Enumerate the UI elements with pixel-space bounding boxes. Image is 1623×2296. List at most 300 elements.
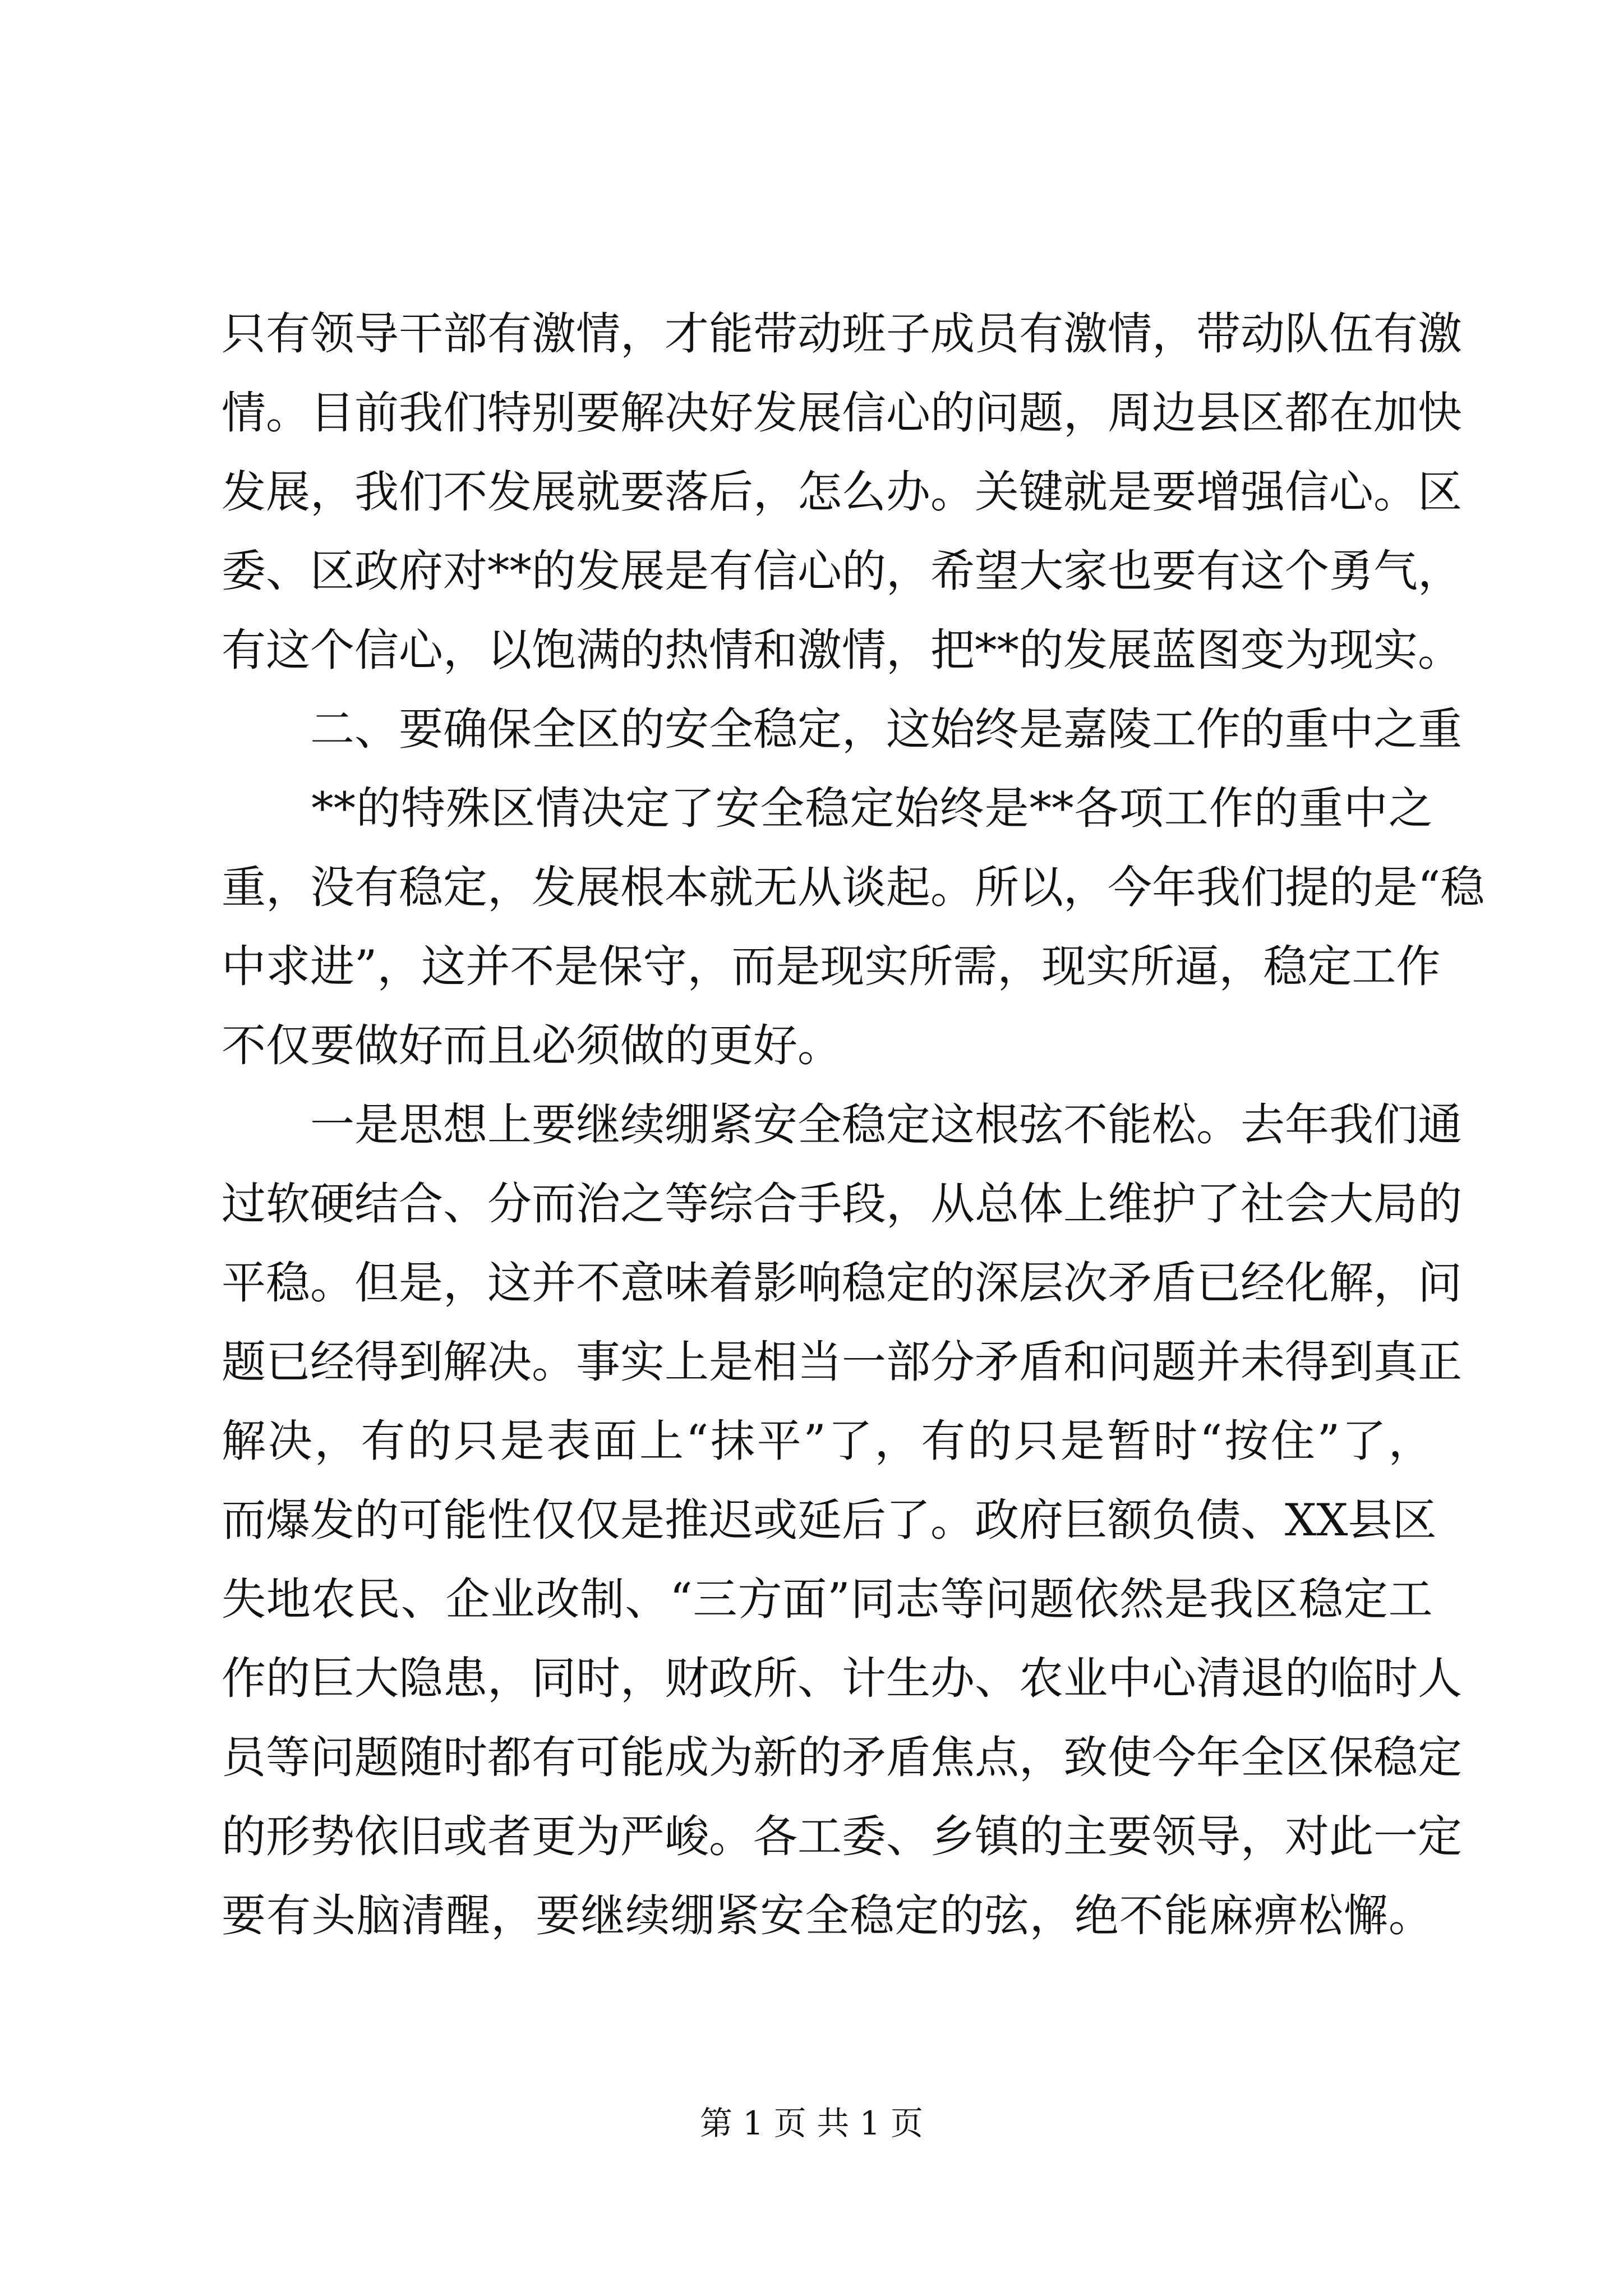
text-glyph: 头 — [311, 1890, 356, 1941]
text-glyph: 是 — [554, 941, 599, 992]
text-glyph: ， — [886, 545, 930, 597]
text-glyph: 、 — [797, 1653, 842, 1704]
text-glyph: 全 — [760, 783, 805, 834]
text-glyph: 局 — [1373, 1178, 1418, 1230]
text-glyph: 负 — [1152, 1494, 1196, 1546]
text-line — [222, 1244, 1462, 1323]
text-glyph: ， — [487, 862, 532, 913]
text-glyph: 定 — [886, 1257, 930, 1309]
text-glyph: 年 — [1152, 862, 1196, 913]
text-glyph: 是 — [709, 1336, 753, 1388]
text-glyph: 到 — [1329, 1336, 1373, 1388]
text-glyph: 委 — [842, 1811, 886, 1862]
text-glyph: 上 — [487, 1099, 532, 1151]
text-glyph: 上 — [639, 1415, 684, 1467]
text-glyph: 要 — [399, 703, 443, 755]
text-glyph: 各 — [753, 1811, 797, 1862]
text-glyph: 政 — [354, 545, 399, 597]
text-glyph: 的 — [620, 624, 665, 676]
text-glyph: 上 — [665, 1336, 709, 1388]
text-glyph: 有 — [709, 545, 753, 597]
text-glyph: 而 — [532, 1178, 576, 1230]
text-glyph: ， — [1152, 308, 1196, 360]
text-glyph: 的 — [842, 545, 886, 597]
text-glyph: ， — [620, 1653, 665, 1704]
text-glyph: 旧 — [399, 1811, 443, 1862]
text-glyph: 区 — [1241, 387, 1285, 439]
text-glyph: 计 — [842, 1653, 886, 1704]
text-glyph: 也 — [1108, 545, 1152, 597]
text-glyph: ， — [1388, 1415, 1433, 1467]
text-glyph: 稳 — [842, 1257, 886, 1309]
text-line — [222, 453, 1462, 532]
text-glyph: ， — [886, 1178, 930, 1230]
text-glyph: 就 — [709, 862, 753, 913]
text-glyph: 之 — [1388, 783, 1433, 834]
text-glyph: 有 — [487, 308, 532, 360]
text-glyph: 矛 — [975, 1336, 1019, 1388]
text-line — [222, 927, 1441, 1006]
text-glyph: 键 — [1019, 466, 1063, 518]
text-glyph: ， — [1373, 1257, 1418, 1309]
text-glyph: 的 — [266, 1653, 310, 1704]
text-glyph: 作 — [222, 1653, 266, 1704]
text-glyph: 激 — [797, 624, 842, 676]
text-glyph: 但 — [354, 1257, 399, 1309]
text-glyph: 要 — [1108, 1811, 1152, 1862]
text-glyph: 面 — [593, 1415, 638, 1467]
text-glyph: 依 — [1075, 1573, 1119, 1625]
text-line — [222, 1085, 1462, 1165]
text-glyph: 员 — [222, 1732, 266, 1783]
text-glyph: 所 — [909, 941, 953, 992]
text-glyph: 是 — [665, 545, 709, 597]
text-glyph: 带 — [1196, 308, 1241, 360]
text-glyph: 今 — [1108, 862, 1152, 913]
text-glyph: 并 — [1196, 1336, 1241, 1388]
text-glyph: 关 — [975, 466, 1019, 518]
text-glyph: 后 — [709, 466, 753, 518]
text-glyph: 硬 — [310, 1178, 354, 1230]
text-glyph: 已 — [266, 1336, 310, 1388]
text-glyph: 部 — [886, 1336, 930, 1388]
text-glyph: 新 — [753, 1732, 797, 1783]
text-glyph: 周 — [1108, 387, 1152, 439]
text-glyph: 领 — [310, 308, 354, 360]
text-glyph: 展 — [1108, 624, 1152, 676]
text-glyph: 前 — [354, 387, 399, 439]
text-glyph: 通 — [1418, 1099, 1462, 1151]
text-glyph: 、 — [975, 1653, 1019, 1704]
text-glyph: ， — [266, 862, 310, 913]
text-glyph: 心 — [399, 624, 443, 676]
text-glyph: 的 — [532, 545, 576, 597]
text-glyph: 的 — [1241, 703, 1285, 755]
text-glyph: 综 — [709, 1178, 753, 1230]
text-glyph: 能 — [1108, 1099, 1152, 1151]
text-glyph: 有 — [1019, 308, 1063, 360]
text-glyph: 展 — [266, 466, 310, 518]
text-glyph: 分 — [930, 1336, 975, 1388]
text-glyph: 懈 — [1343, 1890, 1388, 1941]
text-glyph: 响 — [797, 1257, 842, 1309]
text-glyph: 的 — [930, 1257, 975, 1309]
text-glyph: 所 — [975, 862, 1019, 913]
text-glyph: 要 — [620, 466, 665, 518]
text-glyph: 继 — [576, 1099, 620, 1151]
text-glyph: 后 — [842, 1494, 886, 1546]
text-glyph: 各 — [1074, 783, 1119, 834]
text-glyph: 全 — [805, 1890, 850, 1941]
text-glyph: 真 — [1373, 1336, 1418, 1388]
text-glyph: 望 — [975, 545, 1019, 597]
text-glyph: 勇 — [1329, 545, 1373, 597]
text-glyph: 以 — [487, 624, 532, 676]
text-glyph: 展 — [620, 545, 665, 597]
text-glyph: ， — [753, 466, 797, 518]
text-glyph: 干 — [399, 308, 443, 360]
text-glyph: 稳 — [266, 1257, 310, 1309]
text-glyph: 家 — [1063, 545, 1108, 597]
text-glyph: 现 — [1041, 941, 1086, 992]
text-glyph: 患 — [443, 1653, 487, 1704]
text-glyph: 我 — [399, 387, 443, 439]
text-glyph — [222, 690, 266, 769]
text-glyph: 的 — [620, 703, 665, 755]
text-glyph: 是 — [776, 941, 820, 992]
text-glyph: 经 — [310, 1336, 354, 1388]
text-glyph: 总 — [975, 1178, 1019, 1230]
text-glyph: 的 — [1253, 783, 1298, 834]
text-glyph: 安 — [753, 1099, 797, 1151]
text-glyph: 县 — [1348, 1494, 1393, 1546]
text-glyph: 未 — [1241, 1336, 1285, 1388]
text-glyph: 隐 — [399, 1653, 443, 1704]
text-glyph: 饱 — [532, 624, 576, 676]
text-glyph: 债 — [1196, 1494, 1241, 1546]
text-glyph: 业 — [490, 1573, 535, 1625]
text-glyph: ， — [1241, 1811, 1285, 1862]
text-glyph: 发 — [310, 1494, 354, 1546]
text-glyph: 更 — [532, 1811, 576, 1862]
text-glyph: 情 — [222, 387, 266, 439]
text-glyph: 合 — [399, 1178, 443, 1230]
text-glyph: 展 — [532, 466, 576, 518]
text-glyph: 题 — [354, 1732, 399, 1783]
text-glyph: 全 — [1241, 1732, 1285, 1783]
text-glyph: 们 — [399, 466, 443, 518]
text-glyph: 动 — [1241, 308, 1285, 360]
text-glyph: 这 — [487, 1257, 532, 1309]
text-glyph: 、 — [1241, 1494, 1285, 1546]
text-glyph: 矛 — [1108, 1257, 1152, 1309]
text-glyph: 了 — [828, 1415, 873, 1467]
text-glyph: 的 — [1418, 1178, 1462, 1230]
text-glyph: 一 — [842, 1336, 886, 1388]
text-glyph: 终 — [975, 703, 1019, 755]
text-glyph: ** — [975, 624, 1019, 676]
text-glyph: 的 — [930, 387, 975, 439]
text-glyph: 定 — [886, 1099, 930, 1151]
text-glyph: 题 — [1019, 387, 1063, 439]
text-glyph: 动 — [797, 308, 842, 360]
text-glyph: 或 — [443, 1811, 487, 1862]
text-glyph: 作 — [1396, 941, 1441, 992]
text-glyph: 子 — [886, 308, 930, 360]
text-glyph: 为 — [709, 1732, 753, 1783]
text-glyph: 导 — [354, 308, 399, 360]
text-glyph: 们 — [1241, 862, 1285, 913]
text-glyph: 决 — [665, 387, 709, 439]
text-glyph: 展 — [797, 387, 842, 439]
text-glyph: 个 — [1285, 545, 1329, 597]
text-glyph: 全 — [797, 1099, 842, 1151]
text-glyph: 上 — [1063, 1178, 1108, 1230]
text-glyph: 激 — [532, 308, 576, 360]
text-glyph: 领 — [1152, 1811, 1196, 1862]
text-glyph: ， — [842, 703, 886, 755]
text-glyph: 有 — [921, 1415, 966, 1467]
text-glyph: XX — [1285, 1494, 1348, 1546]
text-line — [222, 848, 1485, 927]
text-glyph: 班 — [842, 308, 886, 360]
text-glyph: 的 — [1019, 624, 1063, 676]
text-glyph: 势 — [310, 1811, 354, 1862]
text-glyph: 等 — [266, 1732, 310, 1783]
text-line — [222, 1481, 1437, 1560]
text-glyph: 政 — [709, 1653, 753, 1704]
text-glyph: 变 — [1241, 624, 1285, 676]
text-glyph: 民 — [356, 1573, 400, 1625]
text-glyph: ， — [997, 941, 1042, 992]
text-glyph: 情 — [1108, 308, 1152, 360]
text-glyph: ， — [1063, 862, 1108, 913]
text-glyph: 了 — [1196, 1178, 1241, 1230]
text-glyph: 而 — [731, 941, 776, 992]
text-glyph: 过 — [222, 1178, 266, 1230]
text-glyph: 社 — [1241, 1178, 1285, 1230]
text-glyph: 满 — [576, 624, 620, 676]
text-glyph: 区 — [576, 703, 620, 755]
text-glyph: 心 — [797, 545, 842, 597]
text-glyph: 心 — [886, 387, 930, 439]
text-glyph: 性 — [487, 1494, 532, 1546]
text-glyph: 保 — [487, 703, 532, 755]
text-line — [222, 1639, 1462, 1718]
text-line — [222, 1402, 1433, 1481]
text-glyph: 作 — [1196, 703, 1241, 755]
text-glyph: 作 — [1209, 783, 1253, 834]
text-glyph: 的 — [1019, 1811, 1063, 1862]
text-glyph: 了 — [886, 1494, 930, 1546]
text-line — [222, 1718, 1462, 1797]
text-glyph: 二 — [310, 703, 354, 755]
text-glyph: 麻 — [1209, 1890, 1253, 1941]
text-glyph: 确 — [443, 703, 487, 755]
text-glyph: 定 — [797, 703, 842, 755]
text-glyph: 守 — [643, 941, 688, 992]
text-glyph: 不 — [510, 941, 555, 992]
text-glyph: 焦 — [930, 1732, 975, 1783]
text-glyph: 三 — [693, 1573, 737, 1625]
text-glyph: 只 — [453, 1415, 498, 1467]
text-glyph: 根 — [620, 862, 665, 913]
text-glyph: 和 — [753, 624, 797, 676]
text-glyph: 中 — [222, 941, 266, 992]
text-glyph: 的 — [222, 1811, 266, 1862]
text-glyph: 维 — [1108, 1178, 1152, 1230]
text-glyph: 仅 — [576, 1494, 620, 1546]
text-glyph: 财 — [665, 1653, 709, 1704]
text-glyph: 到 — [399, 1336, 443, 1388]
text-glyph: 痹 — [1253, 1890, 1298, 1941]
text-glyph: 影 — [753, 1257, 797, 1309]
text-glyph: 全 — [532, 703, 576, 755]
text-glyph: 热 — [665, 624, 709, 676]
text-glyph: 办 — [930, 1653, 975, 1704]
text-glyph: 人 — [1418, 1653, 1462, 1704]
text-glyph: 。 — [532, 1336, 576, 1388]
text-glyph: 无 — [753, 862, 797, 913]
text-glyph: ， — [443, 1257, 487, 1309]
text-glyph: 。 — [709, 1811, 753, 1862]
text-glyph: 绷 — [670, 1890, 715, 1941]
text-glyph: 目 — [310, 387, 354, 439]
text-line — [222, 690, 1462, 769]
text-glyph: 、 — [354, 703, 399, 755]
text-glyph: 中 — [1329, 703, 1373, 755]
text-glyph: 企 — [445, 1573, 490, 1625]
text-glyph: 政 — [975, 1494, 1019, 1546]
text-glyph: 中 — [1108, 1653, 1152, 1704]
text-glyph: 委 — [222, 545, 266, 597]
text-glyph: 们 — [1373, 1099, 1418, 1151]
text-glyph: 信 — [753, 545, 797, 597]
text-glyph: 合 — [753, 1178, 797, 1230]
text-glyph: 不 — [1119, 1890, 1164, 1941]
text-glyph: 殊 — [446, 783, 491, 834]
text-glyph: 别 — [532, 387, 576, 439]
text-glyph: 加 — [1373, 387, 1418, 439]
text-glyph: 定 — [850, 783, 895, 834]
text-glyph: ， — [1019, 1732, 1063, 1783]
text-glyph — [266, 769, 311, 848]
text-glyph: 稳 — [842, 1099, 886, 1151]
text-glyph: 之 — [1373, 703, 1418, 755]
text-glyph: 表 — [546, 1415, 591, 1467]
text-glyph: 、 — [625, 1573, 670, 1625]
text-glyph: 对 — [1285, 1811, 1329, 1862]
text-glyph: 继 — [580, 1890, 625, 1941]
text-glyph: 制 — [580, 1573, 625, 1625]
text-glyph: 是 — [1164, 1573, 1209, 1625]
text-glyph: 并 — [532, 1257, 576, 1309]
text-glyph: 乡 — [930, 1811, 975, 1862]
text-glyph: 发 — [487, 466, 532, 518]
text-glyph: 有 — [222, 624, 266, 676]
text-glyph: 嘉 — [1063, 703, 1108, 755]
text-glyph: 是 — [620, 1494, 665, 1546]
text-glyph: 始 — [930, 703, 975, 755]
text-glyph: 这 — [930, 1099, 975, 1151]
text-glyph: 依 — [354, 1811, 399, 1862]
text-glyph: 弦 — [1019, 1099, 1063, 1151]
text-glyph: ， — [377, 941, 422, 992]
text-glyph: 区 — [491, 783, 536, 834]
text-glyph: 展 — [576, 862, 620, 913]
text-glyph: ， — [620, 308, 665, 360]
text-glyph: 紧 — [709, 1099, 753, 1151]
text-glyph: 问 — [310, 1732, 354, 1783]
text-glyph: 大 — [1329, 1178, 1373, 1230]
text-glyph: 为 — [1285, 624, 1329, 676]
text-glyph: ， — [487, 1653, 532, 1704]
text-glyph: 和 — [1063, 1336, 1108, 1388]
text-glyph: 工 — [1164, 783, 1209, 834]
text-glyph: 巨 — [310, 1653, 354, 1704]
text-glyph: 清 — [1196, 1653, 1241, 1704]
text-glyph: 么 — [842, 466, 886, 518]
text-glyph: 稳 — [1263, 941, 1308, 992]
text-glyph: 业 — [1063, 1653, 1108, 1704]
text-glyph: 经 — [1241, 1257, 1285, 1309]
text-glyph: 我 — [1209, 1573, 1253, 1625]
text-glyph: 伍 — [1329, 308, 1373, 360]
text-glyph: 工 — [1152, 703, 1196, 755]
text-glyph: 年 — [1285, 1099, 1329, 1151]
text-glyph: 醒 — [446, 1890, 491, 1941]
text-glyph: 是 — [1060, 1415, 1105, 1467]
text-glyph: 中 — [1343, 783, 1388, 834]
text-glyph: 特 — [401, 783, 446, 834]
text-glyph: 决 — [487, 1336, 532, 1388]
text-glyph: 。 — [930, 1494, 975, 1546]
text-glyph: ， — [1029, 1890, 1074, 1941]
text-glyph: 问 — [1108, 1336, 1152, 1388]
text-glyph: 起 — [886, 862, 930, 913]
text-glyph: 特 — [487, 387, 532, 439]
text-glyph: 区 — [1253, 1573, 1298, 1625]
text-glyph: 矛 — [842, 1732, 886, 1783]
text-glyph: 这 — [421, 941, 466, 992]
text-glyph: 生 — [886, 1653, 930, 1704]
text-glyph: 有 — [361, 1415, 405, 1467]
text-glyph: 解 — [222, 1415, 266, 1467]
text-glyph: 平 — [757, 1415, 801, 1467]
text-glyph: 决 — [268, 1415, 312, 1467]
text-glyph: 着 — [709, 1257, 753, 1309]
text-glyph: 们 — [443, 387, 487, 439]
text-glyph: 续 — [625, 1890, 670, 1941]
text-glyph: 时 — [443, 1732, 487, 1783]
text-glyph: 绷 — [665, 1099, 709, 1151]
text-glyph: 能 — [620, 1732, 665, 1783]
text-glyph: 味 — [665, 1257, 709, 1309]
text-glyph: 临 — [1329, 1653, 1373, 1704]
text-glyph: 软 — [266, 1178, 310, 1230]
text-glyph: 要 — [576, 387, 620, 439]
text-glyph: 图 — [1196, 624, 1241, 676]
text-glyph: 逼 — [1174, 941, 1219, 992]
text-glyph: ， — [687, 941, 732, 992]
text-glyph: 发 — [532, 862, 576, 913]
text-glyph: 稳 — [753, 703, 797, 755]
text-glyph: 是 — [1019, 703, 1063, 755]
text-glyph: 、 — [400, 1573, 445, 1625]
text-glyph: 进 — [310, 941, 354, 992]
text-glyph: 激 — [1063, 308, 1108, 360]
text-glyph: 续 — [620, 1099, 665, 1151]
